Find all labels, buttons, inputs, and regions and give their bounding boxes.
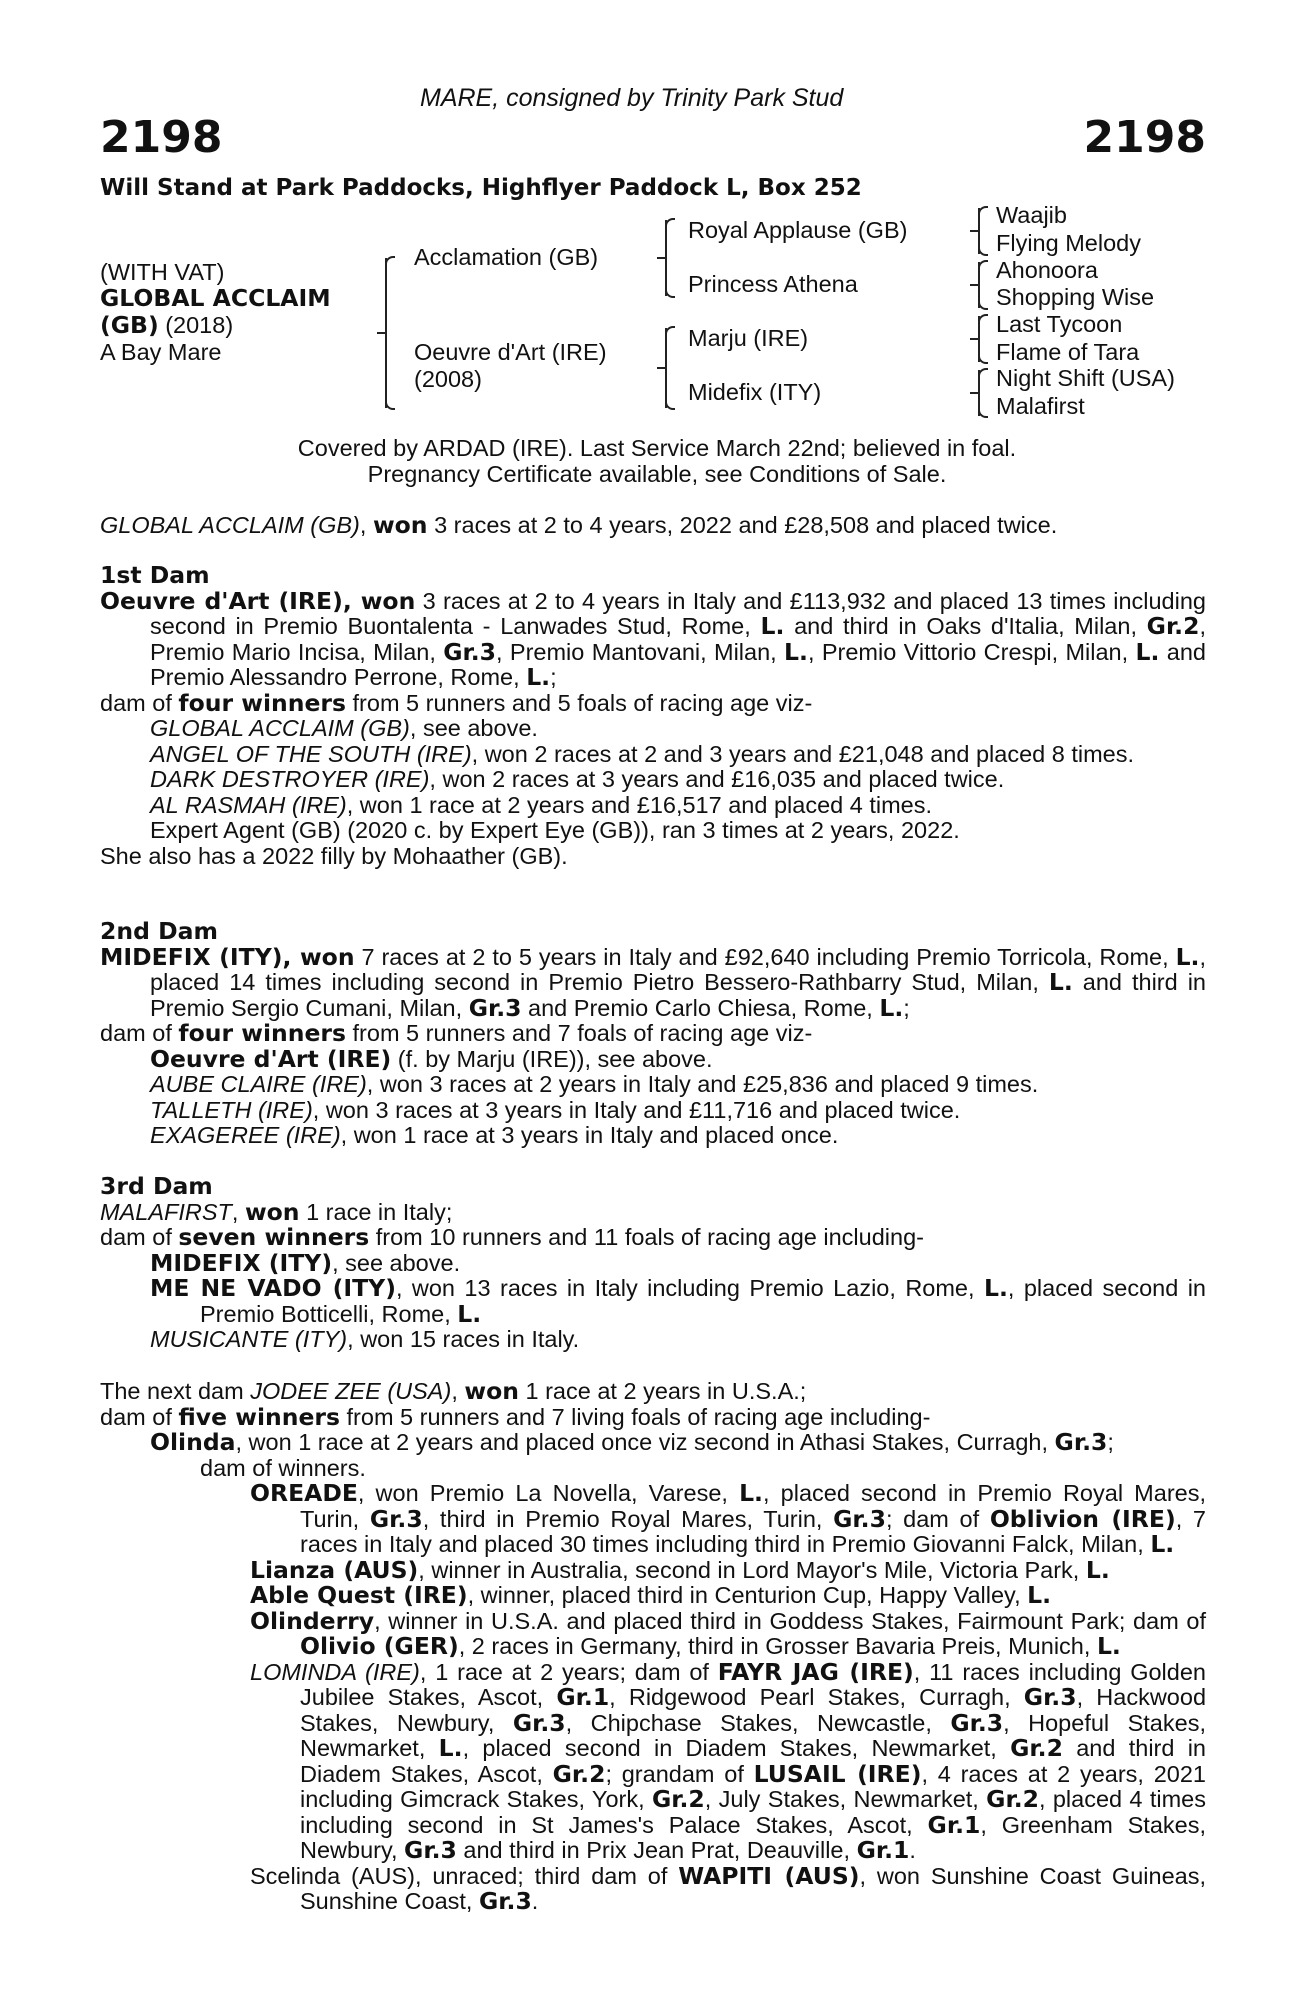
first-dam-produce-1: GLOBAL ACCLAIM (GB), see above.: [150, 715, 538, 741]
pedigree-brace-main: [385, 258, 387, 408]
third-dam-produce-3: MUSICANTE (ITY), won 15 races in Italy.: [150, 1326, 580, 1352]
pedigree-brace-g4: [978, 370, 980, 416]
pedigree-g5: Last Tycoon: [996, 311, 1123, 337]
pedigree-brace-sire: [665, 220, 667, 296]
third-dam-record: MALAFIRST, won 1 race in Italy;: [100, 1197, 453, 1226]
first-dam-section: [100, 563, 1206, 869]
covered-line-2: Pregnancy Certificate available, see Conditions of Sale.: [367, 461, 947, 487]
third-dam-produce-2: ME NE VADO (ITY), won 13 races in Italy including Premio Lazio, Rome, L., placed second in Premio Botticelli, Rome, L.: [150, 1274, 1207, 1328]
consignor-line: MARE, consigned by Trinity Park Stud: [420, 84, 844, 112]
pedigree-sire-sire: Royal Applause (GB): [688, 217, 908, 243]
pedigree-brace-dam: [665, 328, 667, 408]
pedigree-g6: Flame of Tara: [996, 339, 1140, 365]
summary-won: won: [372, 511, 428, 539]
first-dam-produce-4: AL RASMAH (IRE), won 1 race at 2 years and £16,517 and placed 4 times.: [150, 791, 933, 818]
horse-year: (2018): [158, 312, 234, 338]
pedigree-sire: Acclamation (GB): [414, 244, 599, 270]
third-dam-produce-summary: dam of seven winners from 10 runners and 11 foals of racing age including-: [100, 1223, 924, 1251]
pedigree-g2: Flying Melody: [996, 230, 1141, 256]
third-dam-produce-1: MIDEFIX (ITY), see above.: [150, 1248, 461, 1277]
oreade-entry: OREADE, won Premio La Novella, Varese, L., placed second in Premio Royal Mares, Turin, Gr.3, third in Premio Royal Mares, Turin, Gr.3; dam of Oblivion (IRE), 7 races in Italy and placed 30 times including third in Premio Giovanni Falck, Milan, L.: [250, 1479, 1206, 1558]
pedigree-g3: Ahonoora: [996, 257, 1098, 283]
next-dam-intro: The next dam JODEE ZEE (USA), won 1 race at 2 years in U.S.A.;: [100, 1377, 807, 1405]
pedigree-dam: Oeuvre d'Art (IRE): [414, 339, 607, 365]
third-dam-section: [100, 1174, 1206, 1353]
lot-number-left: 2198: [100, 112, 223, 163]
pedigree-g1: Waajib: [996, 202, 1067, 228]
lot-number-right: 2198: [1083, 112, 1206, 163]
horse-country-year: [100, 313, 233, 339]
first-dam-record: Oeuvre d'Art (IRE), won 3 races at 2 to 4 years in Italy and £113,932 and placed 13 times including second in Premio Buontalenta - Lanwades Stud, Rome, L. and third in Oaks d'Italia, Milan, Gr.2, Premio Mario Incisa, Milan, Gr.3, Premio Mantovani, Milan, L., Premio Vittorio Crespi, Milan, L. and Premio Alessandro Perrone, Rome, L.;: [100, 586, 1206, 691]
olinda-entry: Olinda, won 1 race at 2 years and placed once viz second in Athasi Stakes, Curragh, Gr.3; dam of winners.: [150, 1428, 1114, 1481]
first-dam-also: She also has a 2022 filly by Mohaather (GB).: [100, 842, 568, 869]
summary-rest: 3 races at 2 to 4 years, 2022 and £28,508 and placed twice.: [427, 512, 1058, 538]
able-quest-entry: Able Quest (IRE), winner, placed third in Centurion Cup, Happy Valley, L.: [250, 1581, 1052, 1609]
horse-description: A Bay Mare: [100, 339, 222, 365]
pedigree-brace-g1: [978, 208, 980, 254]
first-dam-heading: 1st Dam: [100, 561, 210, 589]
pedigree-sire-dam: Princess Athena: [688, 271, 858, 297]
third-dam-heading: 3rd Dam: [100, 1172, 213, 1200]
horse-name: GLOBAL ACCLAIM: [100, 284, 331, 312]
first-dam-produce-5: Expert Agent (GB) (2020 c. by Expert Eye (GB)), ran 3 times at 2 years, 2022.: [150, 817, 960, 843]
covered-line-1: Covered by ARDAD (IRE). Last Service March 22nd; believed in foal.: [297, 435, 1017, 461]
lianza-entry: Lianza (AUS), winner in Australia, second in Lord Mayor's Mile, Victoria Park, L.: [250, 1555, 1110, 1584]
pedigree-brace-g3: [978, 316, 980, 362]
first-dam-produce-3: DARK DESTROYER (IRE), won 2 races at 3 years and £16,035 and placed twice.: [150, 766, 1005, 792]
second-dam-heading: 2nd Dam: [100, 917, 218, 945]
horse-country: (GB): [100, 311, 159, 339]
stand-line: Will Stand at Park Paddocks, Highflyer Paddock L, Box 252: [100, 175, 862, 201]
scelinda-entry: Scelinda (AUS), unraced; third dam of WAPITI (AUS), won Sunshine Coast Guineas, Sunshine Coast, Gr.3.: [250, 1861, 1206, 1915]
first-dam-produce-2: ANGEL OF THE SOUTH (IRE), won 2 races at 2 and 3 years and £21,048 and placed 8 times.: [150, 740, 1135, 767]
second-dam-produce-1: Oeuvre d'Art (IRE) (f. by Marju (IRE)), see above.: [150, 1044, 713, 1073]
pedigree-dam-year: (2008): [414, 366, 482, 392]
second-dam-produce-summary: dam of four winners from 5 runners and 7 foals of racing age viz-: [100, 1019, 813, 1047]
second-dam-record: MIDEFIX (ITY), won 7 races at 2 to 5 years in Italy and £92,640 including Premio Torricola, Rome, L., placed 14 times including second in Premio Pietro Bessero-Rathbarry Stud, Milan, L. and third in Premio Sergio Cumani, Milan, Gr.3 and Premio Carlo Chiesa, Rome, L.;: [100, 942, 1206, 1022]
pedigree-g4: Shopping Wise: [996, 284, 1155, 310]
second-dam-produce-2: AUBE CLAIRE (IRE), won 3 races at 2 years in Italy and £25,836 and placed 9 times.: [150, 1071, 1039, 1097]
second-dam-produce-3: TALLETH (IRE), won 3 races at 3 years in Italy and £11,716 and placed twice.: [150, 1096, 961, 1123]
lominda-entry: LOMINDA (IRE), 1 race at 2 years; dam of FAYR JAG (IRE), 11 races including Golden Jubilee Stakes, Ascot, Gr.1, Ridgewood Pearl Stakes, Curragh, Gr.3, Hackwood Stakes, Newbury, Gr.3, Chipchase Stakes, Newcastle, Gr.3, Hopeful Stakes, Newmarket, L., placed second in Diadem Stakes, Newmarket, Gr.2 and third in Diadem Stakes, Ascot, Gr.2; grandam of LUSAIL (IRE), 4 races at 2 years, 2021 including Gimcrack Stakes, York, Gr.2, July Stakes, Newmarket, Gr.2, placed 4 times including second in St James's Palace Stakes, Ascot, Gr.1, Greenham Stakes, Newbury, Gr.3 and third in Prix Jean Prat, Deauville, Gr.1.: [250, 1657, 1207, 1864]
vat-note: (WITH VAT): [100, 259, 225, 285]
summary-line: GLOBAL ACCLAIM (GB), won 3 races at 2 to 4 years, 2022 and £28,508 and placed twice.: [100, 511, 1058, 539]
next-dam-produce-summary: dam of five winners from 5 runners and 7 living foals of racing age including-: [100, 1402, 931, 1431]
pedigree-dam-dam: Midefix (ITY): [688, 379, 822, 405]
next-dam-section: [100, 1379, 1206, 1915]
pedigree-brace-g2: [978, 262, 980, 308]
second-dam-section: [100, 919, 1206, 1149]
pedigree-g8: Malafirst: [996, 393, 1085, 419]
pedigree-g7: Night Shift (USA): [996, 365, 1175, 391]
olinderry-entry: Olinderry, winner in U.S.A. and placed third in Goddess Stakes, Fairmount Park; dam of Olivio (GER), 2 races in Germany, third in Grosser Bavaria Preis, Munich, L.: [250, 1606, 1206, 1660]
summary-horse-name: GLOBAL ACCLAIM (GB): [100, 512, 360, 538]
first-dam-produce-summary: dam of four winners from 5 runners and 5 foals of racing age viz-: [100, 688, 813, 717]
second-dam-produce-4: EXAGEREE (IRE), won 1 race at 3 years in Italy and placed once.: [150, 1122, 839, 1148]
pedigree-dam-sire: Marju (IRE): [688, 325, 809, 351]
